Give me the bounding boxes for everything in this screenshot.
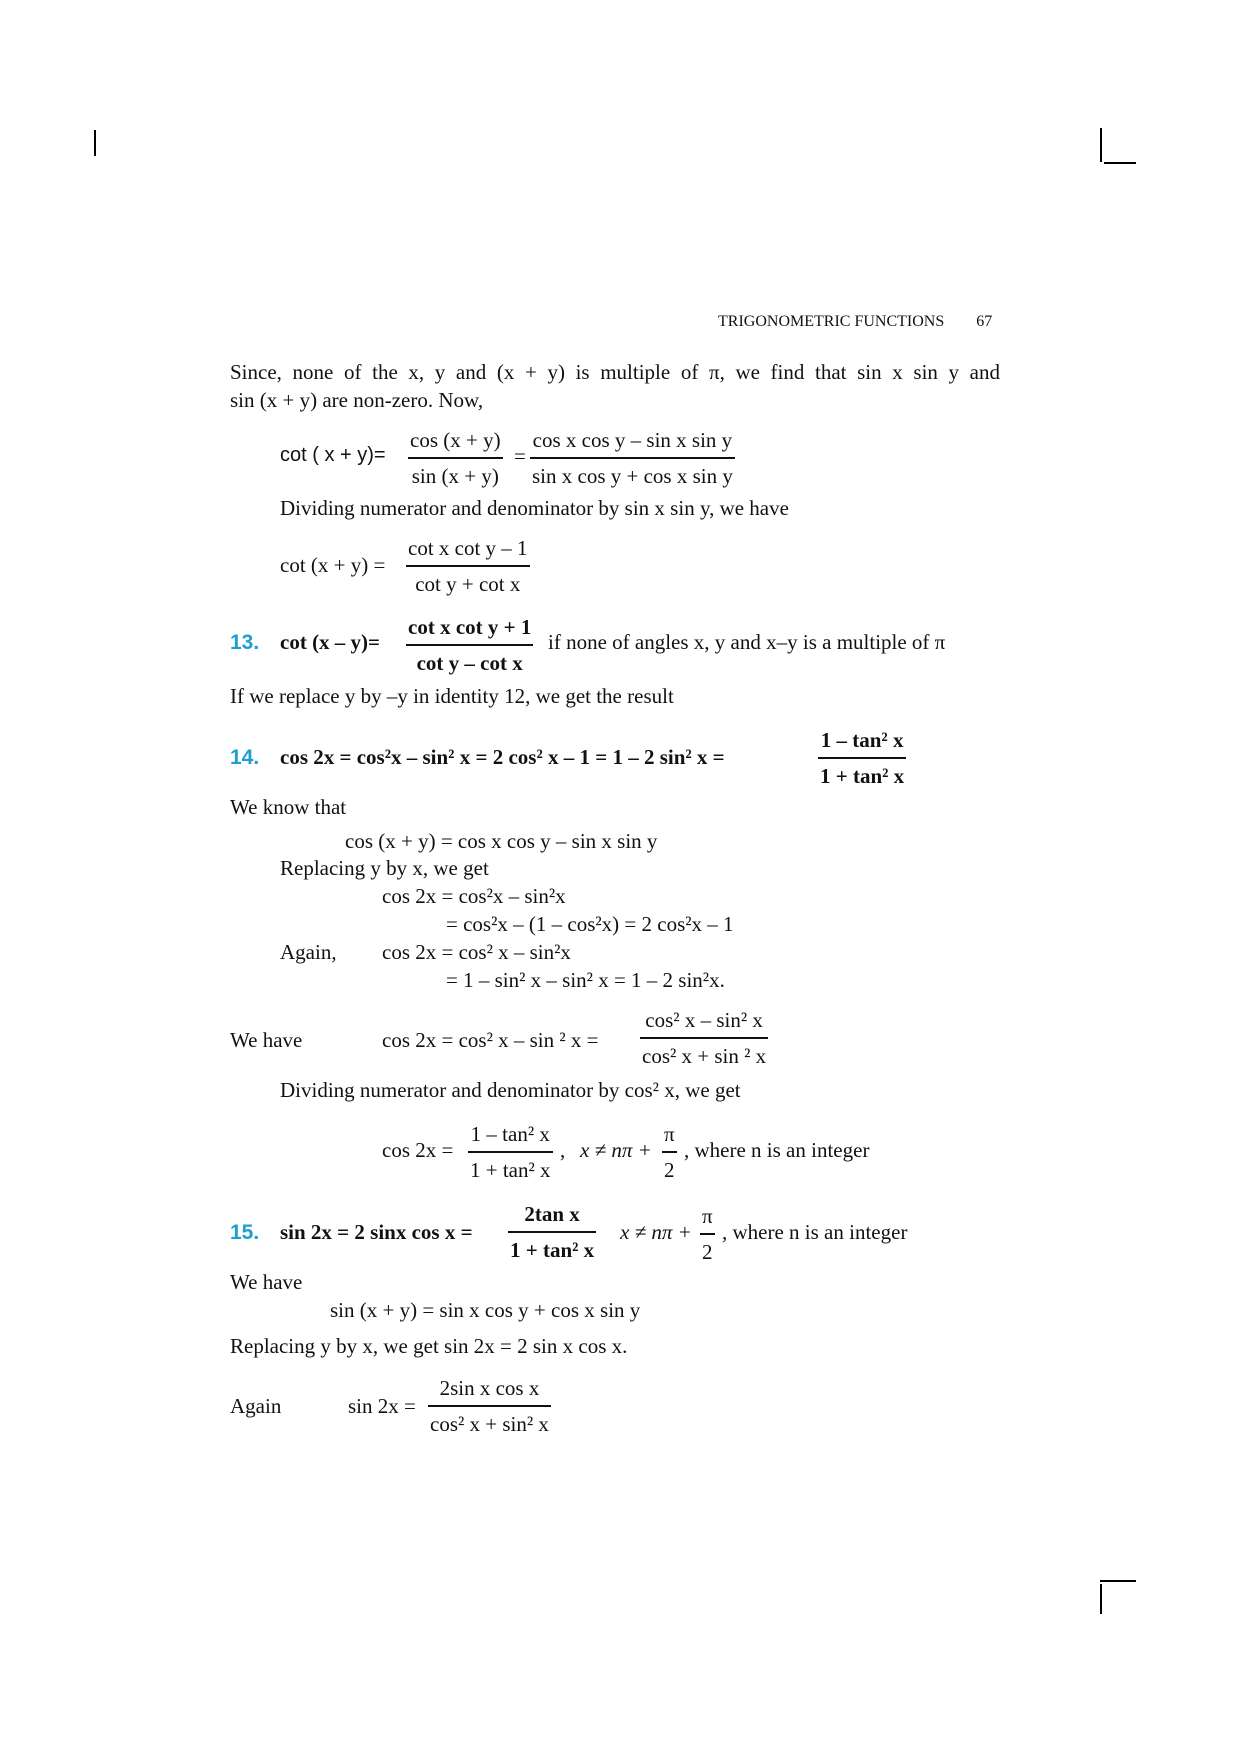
fraction-bar (406, 644, 533, 646)
fraction-bar (818, 757, 906, 759)
condition-text: x ≠ nπ + (620, 1220, 692, 1244)
fraction (508, 1204, 596, 1261)
numerator: cot x cot y + 1 (408, 615, 532, 639)
condition-text: x ≠ nπ + (580, 1138, 652, 1162)
text-line: cos 2x = cos² x – sin²x (382, 940, 571, 964)
crop-mark (1104, 162, 1136, 164)
fraction (406, 538, 530, 595)
fraction (406, 617, 533, 674)
condition-text: if none of angles x, y and x–y is a multiple of π (548, 630, 946, 654)
numerator: π (702, 1204, 713, 1228)
numerator: 1 – tan² x (470, 1122, 550, 1146)
denominator: sin x cos y + cos x sin y (532, 463, 733, 488)
text-line: We have (230, 1270, 303, 1294)
equation-label: cot ( x + y)= (280, 444, 386, 466)
text-line: sin (x + y) = sin x cos y + cos x sin y (330, 1298, 641, 1322)
denominator: cos² x + sin ² x (642, 1043, 767, 1068)
text-line: Since, none of the x, y and (x + y) is multiple of π, we find that sin x sin y and (230, 360, 1000, 384)
denominator: 1 + tan² x (470, 1157, 551, 1182)
text-line: Replacing y by x, we get (280, 856, 489, 880)
denominator: cot y – cot x (416, 650, 523, 675)
fraction (818, 730, 906, 787)
numerator: 2sin x cos x (439, 1376, 540, 1400)
fraction-bar (700, 1233, 715, 1235)
denominator: sin (x + y) (411, 463, 499, 488)
denominator: 1 + tan² x (510, 1237, 595, 1262)
text-line: = 1 – sin² x – sin² x = 1 – 2 sin²x. (446, 968, 725, 992)
equals-sign: = (514, 444, 526, 468)
equation-label: cot (x + y) = (280, 553, 386, 577)
fraction (428, 1378, 551, 1435)
text-line: Dividing numerator and denominator by sin x sin y, we have (280, 496, 789, 520)
identity-lhs: cot (x – y)= (280, 630, 381, 654)
crop-mark (1100, 128, 1102, 162)
text-line: Again (230, 1394, 282, 1418)
denominator: cot y + cot x (415, 571, 521, 596)
text-line: Replacing y by x, we get sin 2x = 2 sin x cos x. (230, 1334, 628, 1358)
numerator: cos x cos y – sin x sin y (532, 428, 733, 452)
fraction (408, 430, 503, 487)
fraction (530, 430, 735, 487)
fraction-bar (662, 1151, 677, 1153)
item-number: 15. (230, 1221, 260, 1244)
text-line: cos 2x = (382, 1138, 454, 1162)
fraction-bar (508, 1231, 596, 1233)
denominator: 2 (702, 1239, 713, 1264)
text-line: cos 2x = cos²x – sin²x (382, 884, 566, 908)
fraction-bar (530, 457, 735, 459)
fraction (640, 1010, 768, 1067)
numerator: cot x cot y – 1 (408, 536, 528, 560)
numerator: π (664, 1122, 675, 1146)
condition-text: , where n is an integer (684, 1138, 870, 1162)
text-line: If we replace y by –y in identity 12, we get the result (230, 684, 674, 708)
numerator: 1 – tan² x (820, 728, 904, 752)
crop-mark (94, 130, 96, 156)
crop-mark (1100, 1580, 1136, 1582)
fraction-bar (428, 1405, 551, 1407)
text-line: cos (x + y) = cos x cos y – sin x sin y (345, 829, 658, 853)
text-line: Again, (280, 940, 337, 964)
running-header (718, 314, 992, 330)
item-number: 13. (230, 631, 260, 654)
text-line: = cos²x – (1 – cos²x) = 2 cos²x – 1 (446, 912, 734, 936)
fraction (662, 1124, 677, 1181)
fraction (468, 1124, 553, 1181)
denominator: cos² x + sin² x (430, 1411, 549, 1436)
crop-mark (1100, 1584, 1102, 1614)
text-line: sin (x + y) are non-zero. Now, (230, 388, 484, 412)
text-line: Dividing numerator and denominator by cos² x, we get (280, 1078, 741, 1102)
text-line: cos 2x = cos² x – sin ² x = (382, 1028, 599, 1052)
text-line: We know that (230, 795, 347, 819)
numerator: cos² x – sin² x (645, 1008, 763, 1032)
fraction (700, 1206, 715, 1263)
fraction-bar (640, 1037, 768, 1039)
text-line: sin 2x = (348, 1394, 416, 1418)
fraction-bar (406, 565, 530, 567)
fraction-bar (468, 1151, 553, 1153)
numerator: cos (x + y) (410, 428, 501, 452)
fraction-bar (408, 457, 503, 459)
condition-text: , where n is an integer (722, 1220, 908, 1244)
header-title: TRIGONOMETRIC FUNCTIONS (718, 313, 945, 330)
page-number: 67 (976, 313, 993, 330)
text-line: We have (230, 1028, 303, 1052)
item-number: 14. (230, 746, 260, 769)
comma: , (560, 1138, 566, 1162)
identity-statement: sin 2x = 2 sinx cos x = (280, 1220, 473, 1244)
identity-statement: cos 2x = cos²x – sin² x = 2 cos² x – 1 = 1 – 2 sin² x = (280, 745, 725, 769)
numerator: 2tan x (524, 1202, 580, 1226)
denominator: 2 (664, 1157, 675, 1182)
paragraph (230, 358, 1000, 414)
denominator: 1 + tan² x (820, 763, 905, 788)
